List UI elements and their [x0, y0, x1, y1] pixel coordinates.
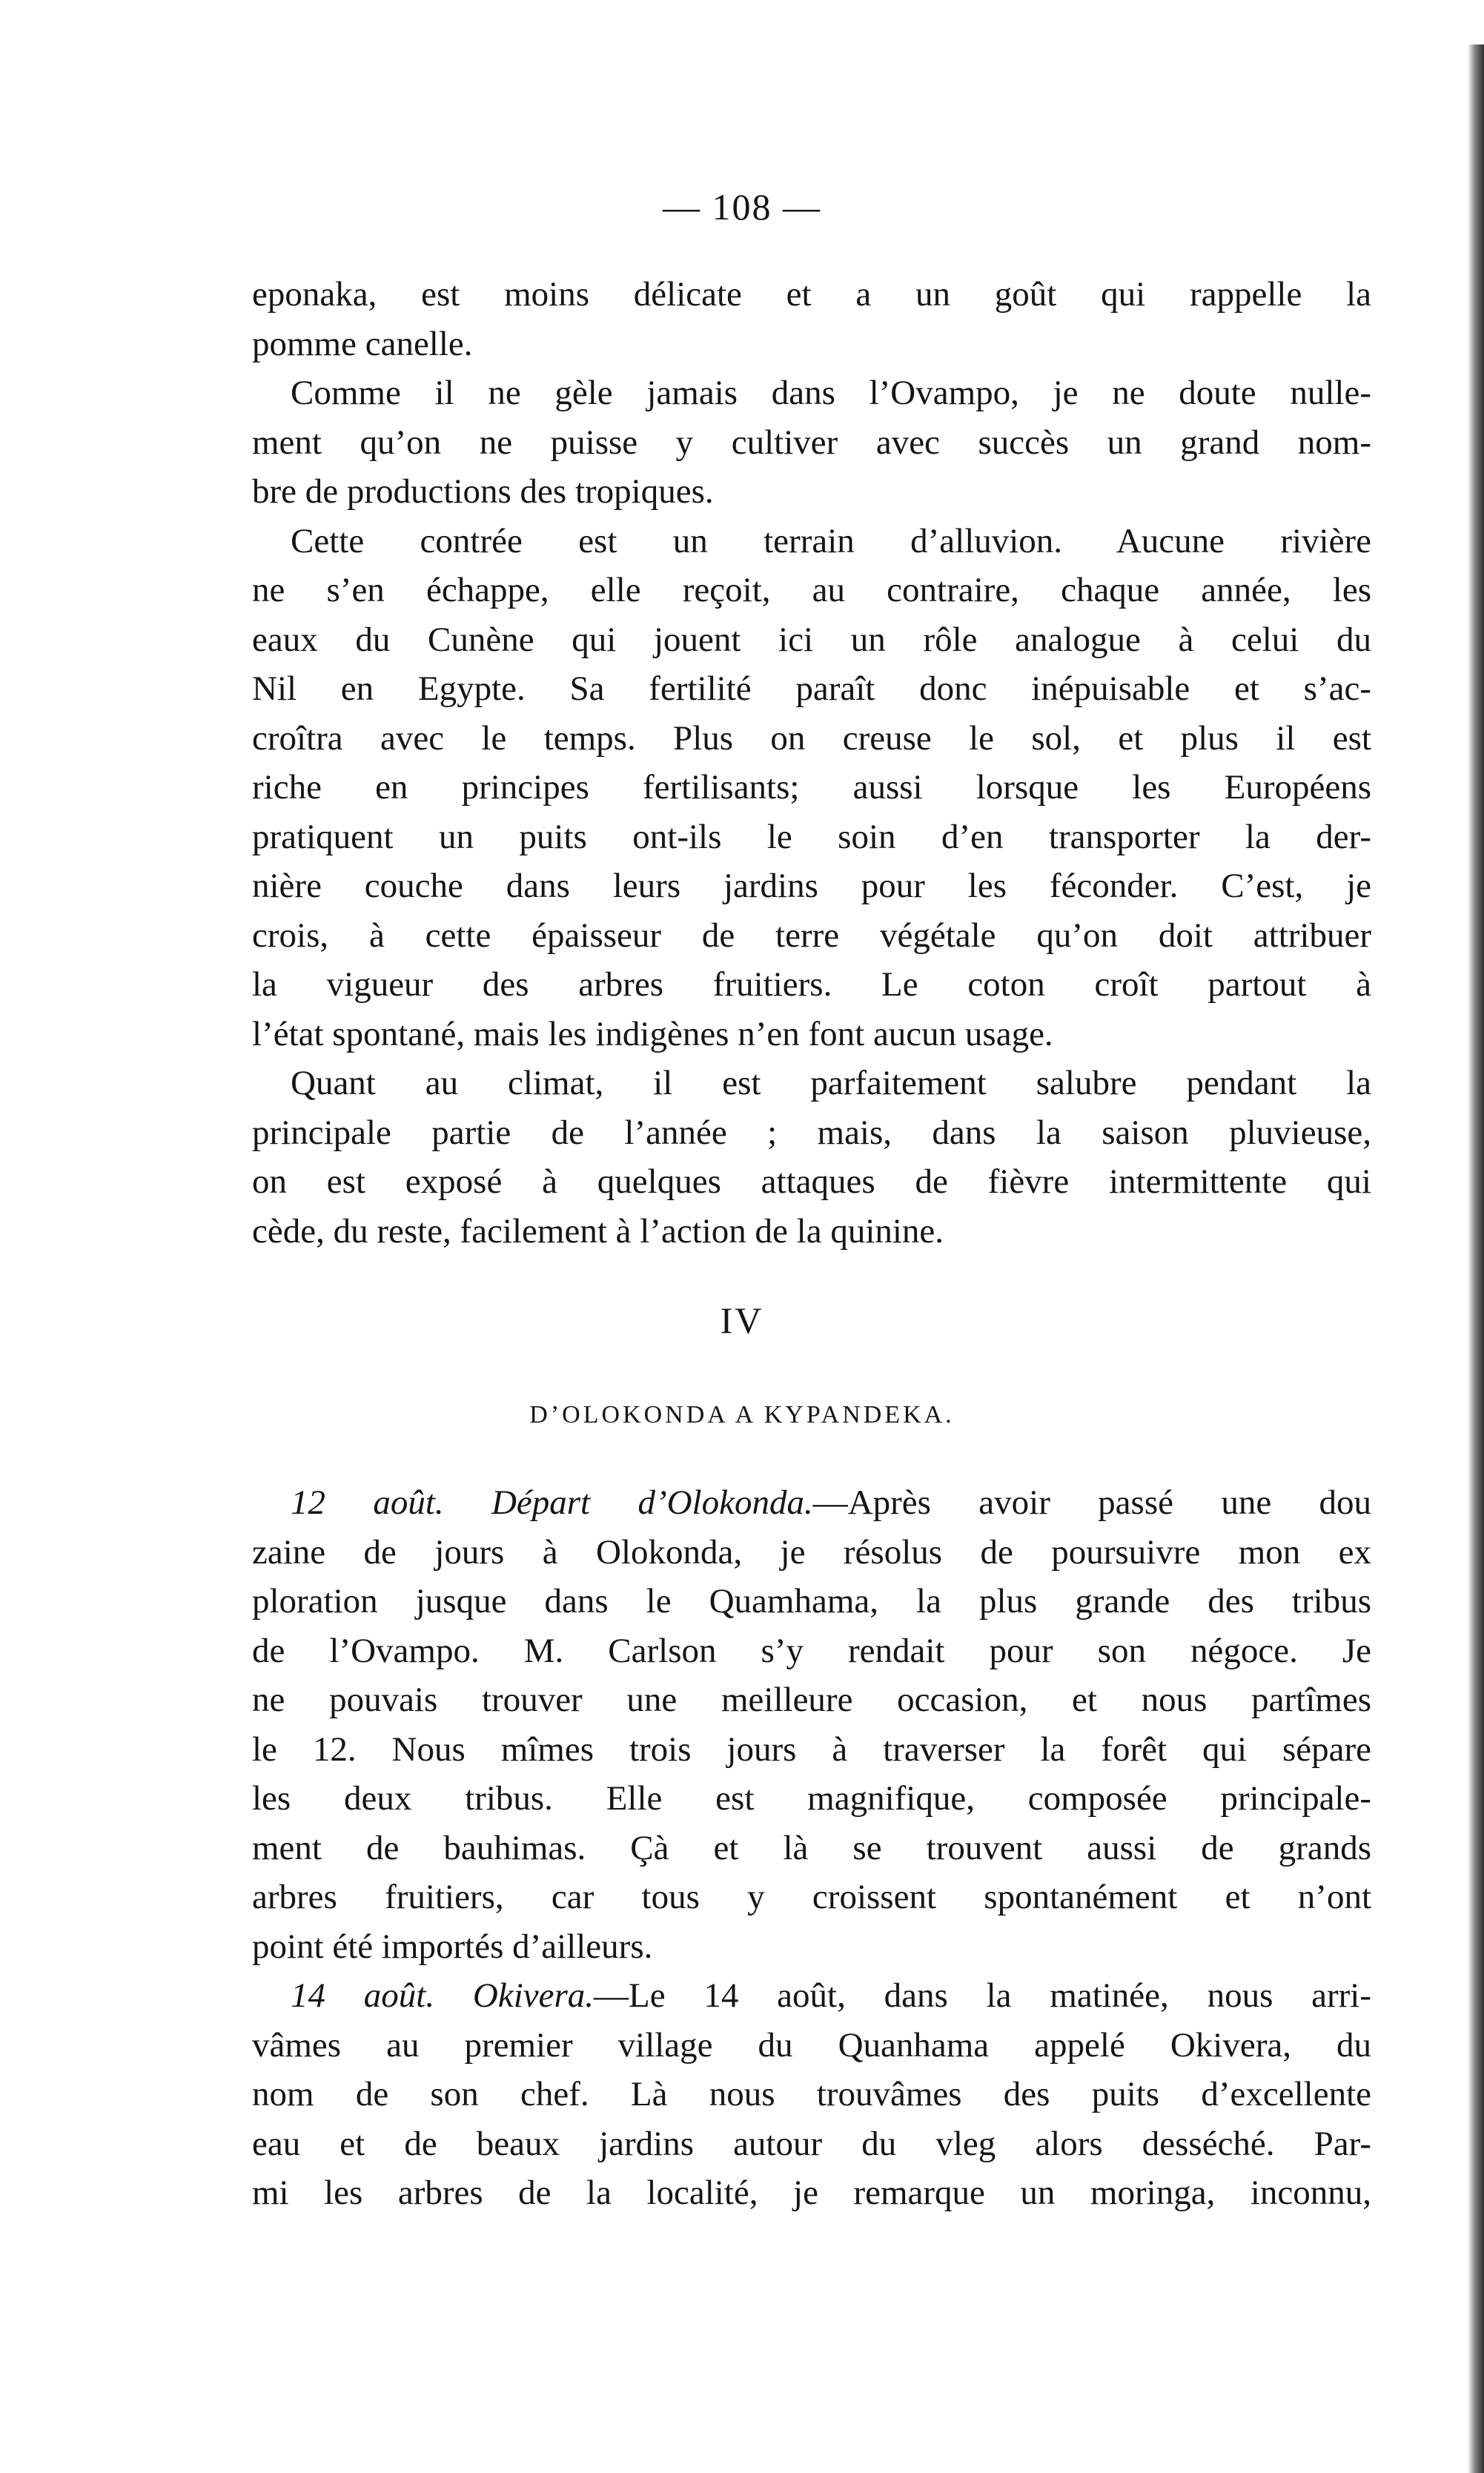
text-line: ment de bauhimas. Çà et là se trouvent aussi de grands	[252, 1828, 1371, 1867]
page-edge-shadow	[1468, 44, 1484, 2473]
text-line: principale partie de l’année ; mais, dans la saison pluvieuse,	[252, 1113, 1371, 1152]
text-line: crois, à cette épaisseur de terre végétale qu’on doit attribuer	[252, 916, 1371, 955]
text-line: ment qu’on ne puisse y cultiver avec succès un grand nom-	[252, 423, 1371, 462]
text-line: zaine de jours à Olokonda, je résolus de poursuivre mon ex	[252, 1532, 1371, 1572]
entry-place: Okivera.	[472, 1976, 594, 2015]
entry-first-line	[252, 1971, 1371, 2021]
section-numeral: IV	[720, 1300, 764, 1341]
text-line: Quant au climat, il est parfaitement salubre pendant la	[291, 1064, 1371, 1102]
section-title: D’OLOKONDA A KYPANDEKA.	[529, 1401, 955, 1428]
text-line: eaux du Cunène qui jouent ici un rôle analogue à celui du	[252, 620, 1371, 659]
text-line: pratiquent un puits ont-ils le soin d’en transporter la der-	[252, 817, 1371, 856]
text-line: arbres fruitiers, car tous y croissent spontanément et n’ont	[252, 1878, 1371, 1916]
entry-place: Départ d’Olokonda.	[491, 1483, 813, 1522]
text-line: bre de productions des tropiques.	[252, 472, 714, 511]
text-line: mi les arbres de la localité, je remarque un moringa, inconnu,	[252, 2174, 1371, 2212]
text-line: cède, du reste, facilement à l’action de la quinine.	[252, 1211, 944, 1251]
text-line: nière couche dans leurs jardins pour les féconder. C’est, je	[252, 867, 1371, 905]
text-line: croîtra avec le temps. Plus on creuse le sol, et plus il est	[252, 718, 1371, 758]
text-line: l’état spontané, mais les indigènes n’en font aucun usage.	[252, 1014, 1053, 1053]
text-line: eponaka, est moins délicate et a un goût qui rappelle la	[252, 275, 1371, 314]
text-line: ne s’en échappe, elle reçoit, au contraire, chaque année, les	[252, 571, 1371, 609]
page-number: — 108 —	[663, 186, 821, 228]
text-line: le 12. Nous mîmes trois jours à traverser la forêt qui sépare	[252, 1729, 1371, 1769]
text-line: ne pouvais trouver une meilleure occasion, et nous partîmes	[252, 1681, 1371, 1719]
entry-date: 12 août.	[291, 1483, 444, 1522]
text-line: eau et de beaux jardins autour du vleg alors desséché. Par-	[252, 2124, 1371, 2163]
text-line: les deux tribus. Elle est magnifique, composée principale-	[252, 1779, 1371, 1818]
text-line: vâmes au premier village du Quanhama appelé Okivera, du	[252, 2025, 1371, 2065]
text-line: pomme canelle.	[252, 324, 473, 363]
entry-first-line	[252, 1478, 1371, 1528]
entry-text: —Le 14 août, dans la matinée, nous arri-	[594, 1976, 1372, 2015]
text-line: on est exposé à quelques attaques de fièvre intermittente qui	[252, 1162, 1371, 1201]
text-line: ploration jusque dans le Quamhama, la plus grande des tribus	[252, 1582, 1371, 1620]
text-line: riche en principes fertilisants; aussi lorsque les Européens	[252, 768, 1371, 807]
text-line: Cette contrée est un terrain d’alluvion. Aucune rivière	[291, 521, 1371, 560]
text-line: de l’Ovampo. M. Carlson s’y rendait pour son négoce. Je	[252, 1631, 1371, 1670]
paragraph-block-2	[252, 1478, 1371, 2218]
text-line: Comme il ne gèle jamais dans l’Ovampo, je ne doute nulle-	[291, 374, 1371, 412]
text-line: nom de son chef. Là nous trouvâmes des puits d’excellente	[252, 2075, 1371, 2113]
entry-text: —Après avoir passé une dou	[812, 1483, 1372, 1522]
text-line: point été importés d’ailleurs.	[252, 1927, 653, 1966]
paragraph-block-1	[252, 270, 1371, 1256]
text-line: Nil en Egypte. Sa fertilité paraît donc inépuisable et s’ac-	[252, 669, 1371, 708]
entry-date: 14 août.	[291, 1976, 435, 2015]
text-line: la vigueur des arbres fruitiers. Le coton croît partout à	[252, 965, 1371, 1004]
